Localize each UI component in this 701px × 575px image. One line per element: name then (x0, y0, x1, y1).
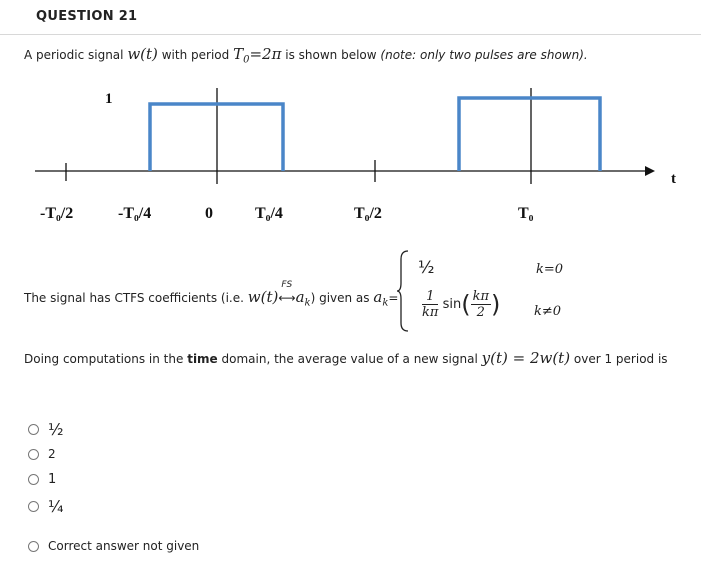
tick-label-zero: 0 (205, 205, 213, 222)
ak-equals: = (388, 291, 399, 305)
intro-prefix: A periodic signal (24, 48, 124, 62)
option-one-radio[interactable] (28, 474, 39, 485)
tick-label-quarter: T₀/4 (255, 205, 283, 222)
option-one-label: 1 (48, 472, 57, 487)
option-half[interactable] (28, 420, 64, 439)
option-not-given[interactable] (28, 539, 199, 553)
sin-arg-numerator: kπ (472, 289, 489, 304)
time-q-expression: y(t) = 2w(t) (481, 349, 571, 367)
case-2-fraction (422, 289, 438, 320)
option-two-label: 2 (48, 447, 56, 461)
case-1-condition: k=0 (536, 262, 564, 277)
option-quarter[interactable] (28, 497, 64, 516)
tick-label-t0: T₀ (518, 205, 534, 222)
paren-close: ) (490, 290, 501, 319)
time-q-bold: time (187, 352, 218, 366)
ctfs-signal: w(t) (247, 288, 279, 306)
fs-arrow-icon: ⟷ (278, 291, 296, 305)
ctfs-statement (24, 280, 399, 309)
amplitude-label: 1 (105, 91, 113, 107)
case-1-value: ½ (418, 258, 435, 278)
period-symbol: T (233, 45, 244, 63)
header-divider (0, 34, 701, 35)
intro-mid: with period (161, 48, 230, 62)
tick-label-half: T₀/2 (354, 205, 382, 222)
sin-argument (471, 289, 491, 320)
paren-open: ( (461, 290, 471, 319)
option-one[interactable] (28, 472, 56, 487)
tick-label-neg-quarter: -T₀/4 (118, 205, 152, 222)
option-two[interactable] (28, 447, 56, 461)
option-half-radio[interactable] (28, 424, 39, 435)
signal-name: w(t) (127, 45, 158, 63)
fs-pair-arrow (278, 280, 296, 305)
case-2-expression (422, 289, 500, 320)
signal-figure (0, 75, 701, 235)
time-q-prefix: Doing computations in the (24, 352, 184, 366)
cases-brace (396, 249, 410, 333)
question-title: QUESTION 21 (36, 9, 138, 24)
option-half-label: ½ (48, 420, 64, 439)
ak-symbol: a (295, 288, 305, 306)
ctfs-text: The signal has CTFS coefficients (i.e. (24, 291, 244, 305)
ak-eq-subscript: k (382, 297, 389, 309)
pulse-2 (459, 98, 600, 171)
case-2-numerator: 1 (422, 289, 438, 305)
ctfs-given: ) given as (310, 291, 370, 305)
period-subscript: 0 (243, 54, 250, 66)
fs-label: FS (281, 280, 293, 290)
time-q-mid: domain, the average value of a new signal (221, 352, 478, 366)
time-domain-question (24, 349, 668, 367)
question-intro (24, 45, 588, 65)
option-quarter-label: ¼ (48, 497, 64, 516)
case-2-condition: k≠0 (534, 304, 562, 319)
time-q-suffix: over 1 period is (573, 352, 668, 366)
axis-arrow-icon (645, 166, 655, 176)
intro-note: (note: only two pulses are shown). (380, 48, 588, 62)
ak-subscript: k (304, 297, 311, 309)
period-value: =2π (249, 45, 282, 63)
axis-t-label: t (671, 171, 676, 187)
ak-eq-symbol: a (373, 288, 383, 306)
sin-arg-denominator: 2 (476, 305, 485, 320)
option-not-given-label: Correct answer not given (48, 539, 200, 553)
option-two-radio[interactable] (28, 449, 39, 460)
sin-function: sin (442, 297, 462, 312)
case-2-denominator: kπ (422, 305, 439, 320)
option-not-given-radio[interactable] (28, 541, 39, 552)
tick-label-neg-half: -T₀/2 (40, 205, 74, 222)
intro-suffix: is shown below (285, 48, 377, 62)
option-quarter-radio[interactable] (28, 501, 39, 512)
